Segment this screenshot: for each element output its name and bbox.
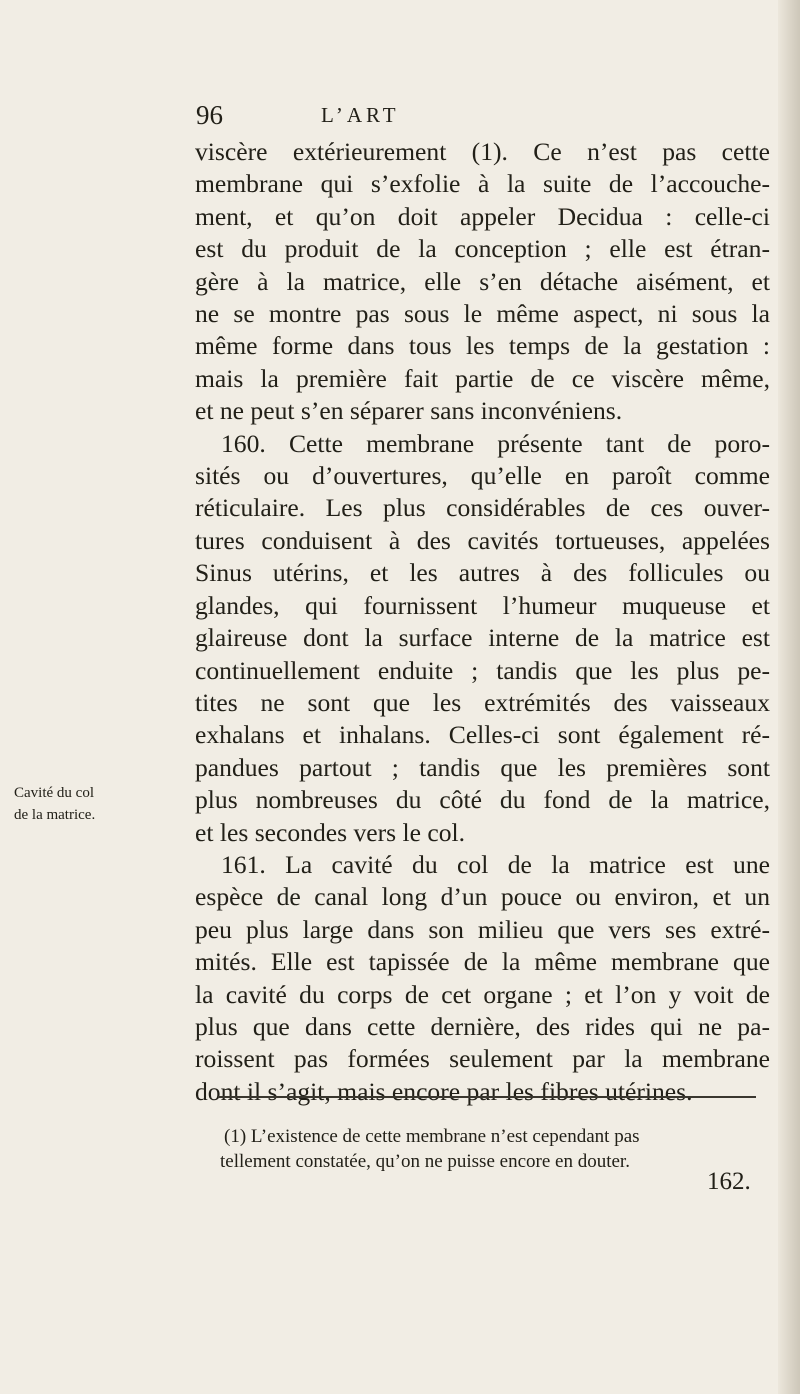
body-line: gère à la matrice, elle s’en détache aisément, et — [195, 266, 770, 296]
page-number: 96 — [196, 100, 223, 130]
body-line: mités. Elle est tapissée de la même membrane que — [195, 947, 770, 977]
body-line: et les secondes vers le col. — [195, 817, 466, 847]
body-text — [195, 136, 770, 1108]
paragraph-161-start: 161. La cavité du col de la matrice est une — [221, 849, 770, 879]
margin-note-line: de la matrice. — [14, 807, 96, 823]
body-line: tures conduisent à des cavités tortueuses, appelées — [195, 525, 770, 555]
body-line: ne se montre pas sous le même aspect, ni sous la — [195, 299, 770, 329]
body-line: la cavité du corps de cet organe ; et l’on y voit de — [195, 979, 770, 1009]
body-line: roissent pas formées seulement par la membrane — [195, 1044, 770, 1074]
body-line: Sinus utérins, et les autres à des follicules ou — [195, 558, 770, 588]
body-line: même forme dans tous les temps de la gestation : — [195, 331, 770, 361]
footnote-line: tellement constatée, qu’on ne puisse encore en douter. — [220, 1151, 630, 1172]
body-line: pandues partout ; tandis que les premières sont — [195, 752, 770, 782]
body-line: espèce de canal long d’un pouce ou environ, et un — [195, 882, 770, 912]
footnote-line: (1) L’existence de cette membrane n’est cependant pas — [224, 1126, 640, 1147]
catchword: 162. — [707, 1168, 751, 1195]
footnote — [220, 1124, 760, 1174]
page-header — [196, 100, 756, 136]
margin-note — [14, 782, 194, 826]
body-line: viscère extérieurement (1). Ce n’est pas cette — [195, 137, 770, 166]
body-line: plus nombreuses du côté du fond de la matrice, — [195, 785, 770, 815]
body-line: continuellement enduite ; tandis que les plus pe- — [195, 655, 770, 685]
page-edge-shadow — [778, 0, 800, 1394]
body-line: membrane qui s’exfolie à la suite de l’accouche- — [195, 169, 770, 199]
body-line: et ne peut s’en séparer sans inconvéniens. — [195, 396, 623, 426]
body-line: sités ou d’ouvertures, qu’elle en paroît comme — [195, 461, 770, 491]
margin-note-line: Cavité du col — [14, 785, 94, 801]
paragraph-160-start: 160. Cette membrane présente tant de poro- — [221, 428, 770, 458]
body-line: dont il s’agit, mais encore par les fibres utérines. — [195, 1076, 693, 1106]
body-line: peu plus large dans son milieu que vers ses extré- — [195, 914, 770, 944]
body-line: mais la première fait partie de ce viscère même, — [195, 363, 770, 393]
body-line: tites ne sont que les extrémités des vaisseaux — [195, 687, 770, 717]
body-line: glandes, qui fournissent l’humeur muqueuse et — [195, 590, 770, 620]
body-line: ment, et qu’on doit appeler Decidua : celle-ci — [195, 201, 770, 231]
body-line: exhalans et inhalans. Celles-ci sont également ré- — [195, 720, 770, 750]
body-line: plus que dans cette dernière, des rides qui ne pa- — [195, 1011, 770, 1041]
body-line: réticulaire. Les plus considérables de ces ouver- — [195, 493, 770, 523]
footnote-divider — [218, 1096, 756, 1098]
body-line: est du produit de la conception ; elle est étran- — [195, 234, 770, 264]
running-title: L’ART — [321, 103, 400, 127]
body-line: glaireuse dont la surface interne de la matrice est — [195, 623, 770, 653]
